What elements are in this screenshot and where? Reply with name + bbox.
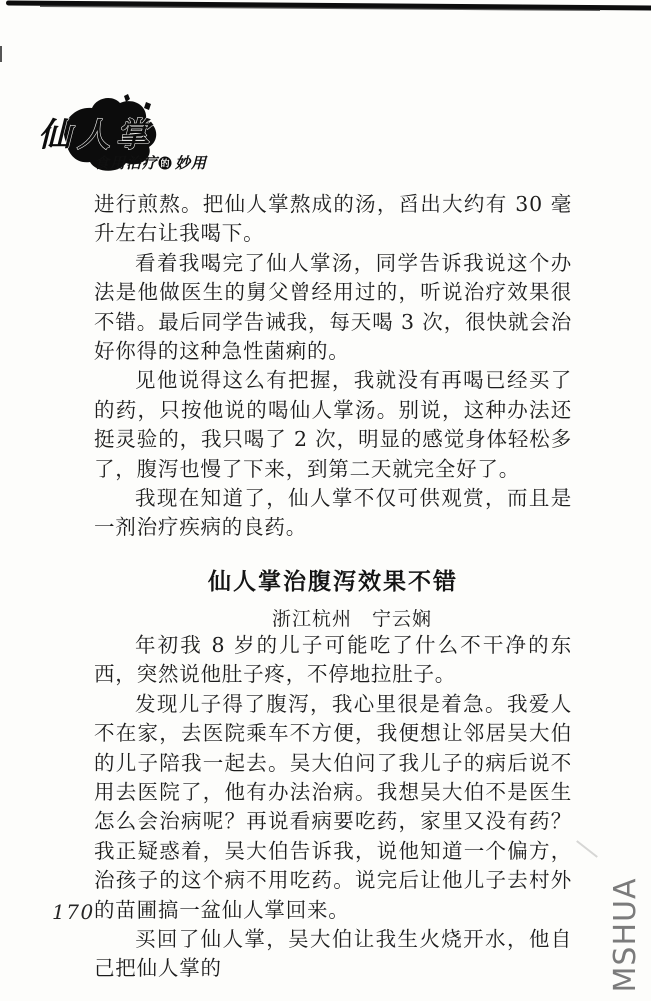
article-text-column bbox=[94, 190, 572, 984]
body-paragraph: 进行煎熬。把仙人掌熬成的汤，舀出大约有 30 毫升左右让我喝下。 bbox=[94, 192, 572, 246]
body-paragraph: 买回了仙人掌，吴大伯让我生火烧开水，他自己把仙人掌的 bbox=[94, 926, 572, 981]
paragraphs-before-heading bbox=[94, 190, 572, 543]
body-paragraph: 年初我 8 岁的儿子可能吃了什么不干净的东西，突然说他肚子疼，不停地拉肚子。 bbox=[94, 632, 572, 687]
logo-subtitle-circle-char: 的 bbox=[160, 159, 170, 170]
logo-subtitle-suffix: 妙用 bbox=[175, 154, 208, 172]
cactus-ink-logo bbox=[28, 94, 228, 186]
scan-edge-tick bbox=[0, 46, 2, 62]
chapter-logo bbox=[28, 94, 228, 186]
watermark-text: MSHUA bbox=[608, 877, 643, 993]
section-title: 仙人掌治腹泻效果不错 bbox=[208, 567, 458, 595]
body-paragraph: 见他说得这么有把握，我就没有再喝已经买了的药，只按他说的喝仙人掌汤。别说，这种办法还挺灵验的，我只喝了 2 次，明显的感觉身体轻松多了，腹泻也慢了下来，到第二天就完全好了。 bbox=[94, 368, 572, 481]
logo-title: 仙人掌 bbox=[38, 115, 155, 154]
body-paragraph: 发现儿子得了腹泻，我心里很是着急。我爱人不在家，去医院乘车不方便，我便想让邻居吴大伯的儿子陪我一起去。吴大伯问了我儿子的病后说不用去医院了，他有办法治病。我想吴大伯不是医生怎么会治病呢？再说看病要吃药，家里又没有药？我正疑惑着，吴大伯告诉我，说他知道一个偏方，治孩子的这个病不用吃药。说完后让他儿子去村外的苗圃搞一盆仙人掌回来。 bbox=[94, 691, 572, 922]
section-byline: 浙江杭州 宁云娴 bbox=[271, 607, 432, 630]
scan-smudge bbox=[576, 840, 598, 858]
paragraphs-after-heading bbox=[94, 631, 572, 984]
logo-subtitle-prefix: 食用治疗 bbox=[94, 154, 159, 172]
page-number: 170 bbox=[52, 900, 95, 924]
body-paragraph: 看着我喝完了仙人掌汤，同学告诉我说这个办法是他做医生的舅父曾经用过的，听说治疗效果很不错。最后同学告诫我，每天喝 3 次，很快就会治好你得的这种急性菌痢的。 bbox=[94, 250, 572, 364]
body-paragraph: 我现在知道了，仙人掌不仅可供观赏，而且是一剂治疗疾病的良药。 bbox=[94, 486, 572, 540]
